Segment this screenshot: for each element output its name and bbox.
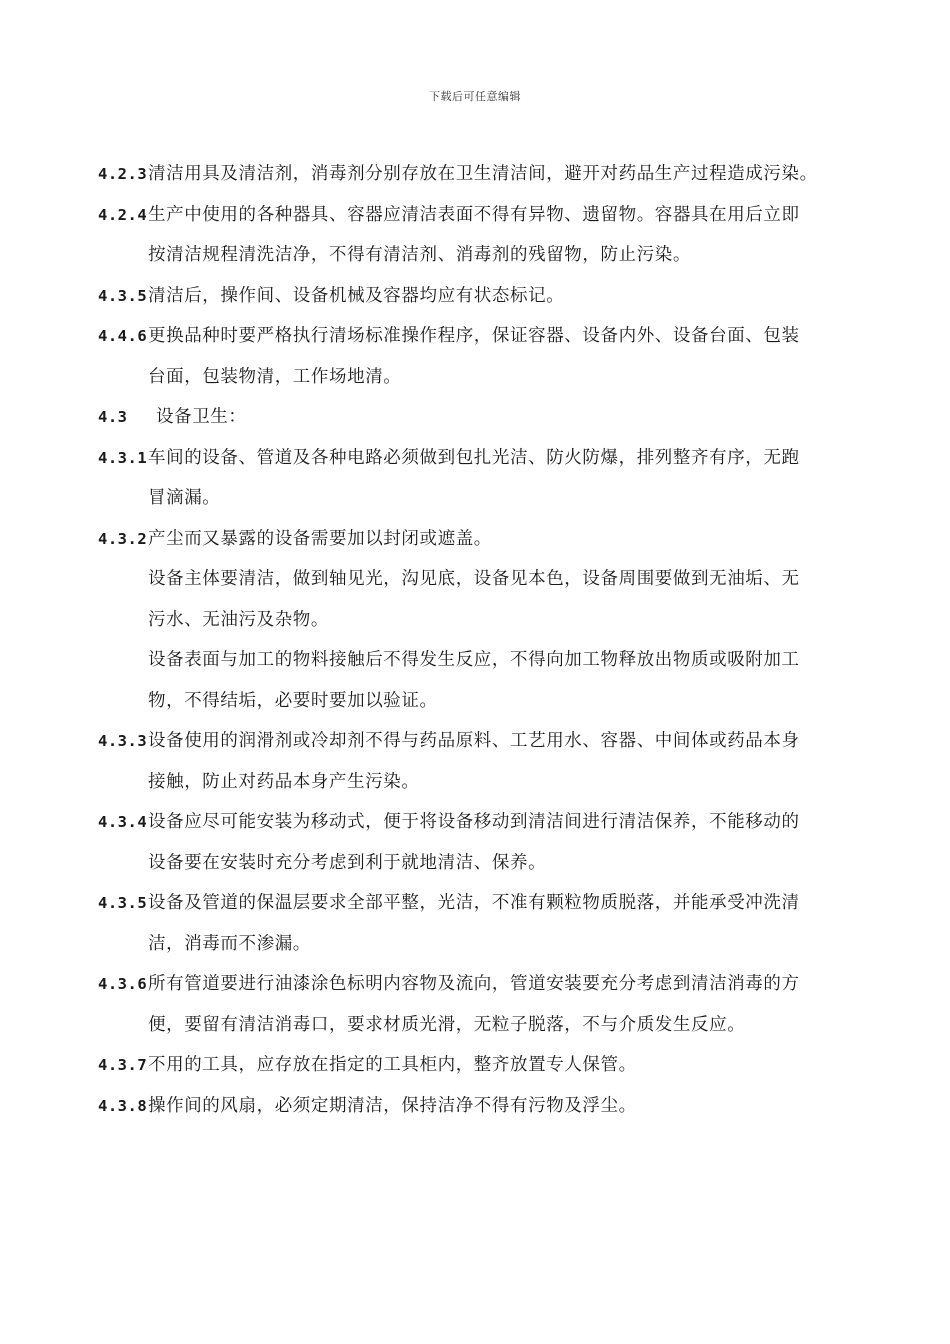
paragraph-4-4-6 (98, 316, 868, 397)
paragraph-equipment-surface (98, 640, 868, 721)
paragraph-line: 产尘而又暴露的设备需要加以封闭或遮盖。 (148, 528, 492, 549)
section-number: 4.4.6 (98, 327, 148, 345)
paragraph-4-2-3 (98, 154, 868, 195)
paragraph-4-2-4 (98, 195, 868, 276)
paragraph-line: 清洁用具及清洁剂，消毒剂分别存放在卫生清洁间，避开对药品生产过程造成污染。 (148, 164, 818, 184)
paragraph-4-3-4 (98, 802, 868, 883)
paragraph-line: 接触，防止对药品本身产生污染。 (148, 771, 420, 792)
paragraph-4-3-7 (98, 1045, 868, 1086)
paragraph-line: 操作间的风扇，必须定期清洁，保持洁净不得有污物及浮尘。 (148, 1095, 637, 1116)
paragraph-line: 车间的设备、管道及各种电路必须做到包扎光洁、防火防爆，排列整齐有序，无跑 (148, 447, 800, 468)
section-heading-4-3 (98, 397, 868, 438)
paragraph-line: 设备要在安装时充分考虑到利于就地清洁、保养。 (148, 852, 547, 873)
section-number: 4.3.4 (98, 813, 148, 831)
paragraph-line: 设备使用的润滑剂或冷却剂不得与药品原料、工艺用水、容器、中间体或药品本身 (148, 731, 800, 751)
section-number: 4.2.4 (98, 205, 148, 224)
document-body (98, 154, 868, 1126)
paragraph-line: 冒滴漏。 (148, 488, 221, 508)
paragraph-4-3-2 (98, 519, 868, 560)
section-heading-text: 设备卫生： (156, 407, 247, 427)
paragraph-line: 清洁后，操作间、设备机械及容器均应有状态标记。 (148, 285, 565, 306)
paragraph-line: 设备应尽可能安装为移动式，便于将设备移动到清洁间进行清洁保养，不能移动的 (148, 812, 800, 832)
paragraph-line: 便，要留有清洁消毒口，要求材质光滑，无粒子脱落，不与介质发生反应。 (148, 1014, 746, 1035)
section-number: 4.3.6 (98, 975, 148, 993)
section-number: 4.3.3 (98, 732, 148, 750)
paragraph-4-3-8 (98, 1086, 868, 1127)
paragraph-4-3-5-b (98, 883, 868, 964)
paragraph-line: 设备表面与加工的物料接触后不得发生反应，不得向加工物释放出物质或吸附加工 (148, 650, 800, 670)
section-number: 4.3.5 (98, 286, 148, 305)
paragraph-line: 不用的工具，应存放在指定的工具柜内，整齐放置专人保管。 (148, 1055, 637, 1075)
section-number: 4.3.8 (98, 1096, 148, 1115)
paragraph-line: 更换品种时要严格执行清场标准操作程序，保证容器、设备内外、设备台面、包装 (148, 326, 800, 346)
section-number: 4.2.3 (98, 165, 148, 183)
section-number: 4.3.1 (98, 448, 148, 467)
paragraph-line: 生产中使用的各种器具、容器应清洁表面不得有异物、遗留物。容器具在用后立即 (148, 204, 800, 225)
paragraph-line: 物，不得结垢，必要时要加以验证。 (148, 690, 438, 711)
section-number: 4.3 (98, 408, 128, 426)
paragraph-4-3-1 (98, 438, 868, 519)
paragraph-line: 洁，消毒而不渗漏。 (148, 933, 311, 954)
paragraph-line: 设备主体要清洁，做到轴见光，沟见底，设备见本色，设备周围要做到无油垢、无 (148, 569, 800, 589)
paragraph-line: 污水、无油污及杂物。 (148, 609, 329, 630)
paragraph-4-3-6 (98, 964, 868, 1045)
paragraph-line: 设备及管道的保温层要求全部平整，光洁，不准有颗粒物质脱落，并能承受冲洗清 (148, 893, 800, 913)
paragraph-4-3-3 (98, 721, 868, 802)
paragraph-line: 按清洁规程清洗洁净，不得有清洁剂、消毒剂的残留物，防止污染。 (148, 245, 691, 265)
header-note: 下载后可任意编辑 (429, 90, 521, 103)
paragraph-equipment-body (98, 559, 868, 640)
paragraph-line: 所有管道要进行油漆涂色标明内容物及流向，管道安装要充分考虑到清洁消毒的方 (148, 974, 800, 994)
section-number: 4.3.7 (98, 1056, 148, 1074)
section-number: 4.3.5 (98, 894, 148, 912)
paragraph-4-3-5-a (98, 276, 868, 317)
paragraph-line: 台面，包装物清，工作场地清。 (148, 366, 402, 387)
section-number: 4.3.2 (98, 529, 148, 548)
